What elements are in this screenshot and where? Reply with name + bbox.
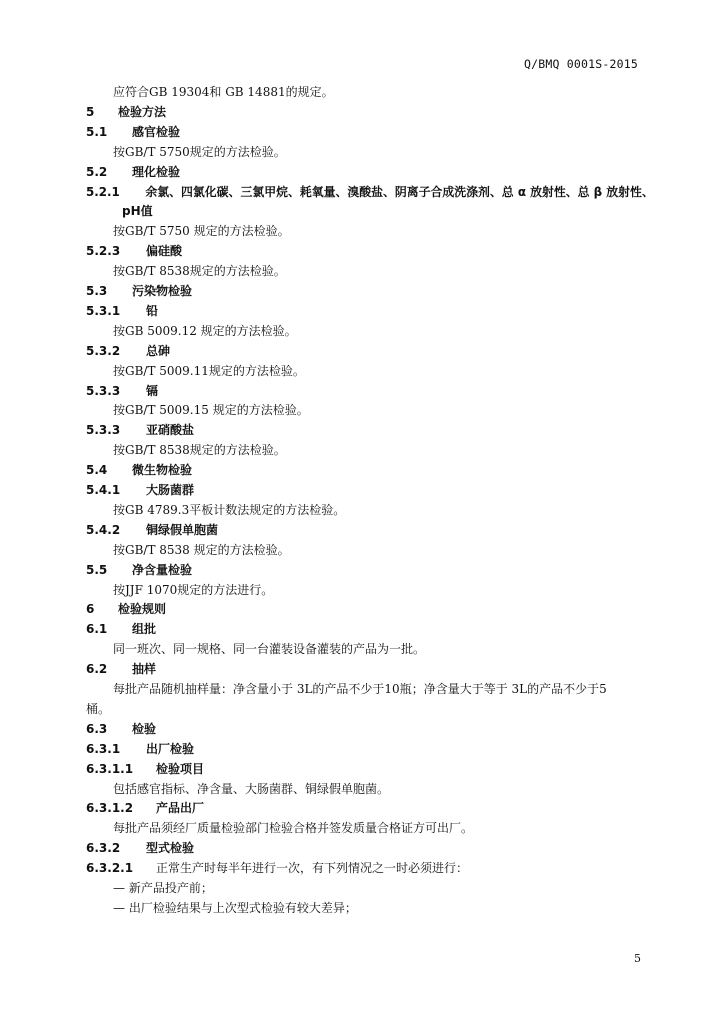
- section-number: 6.3.1.1: [86, 761, 134, 776]
- clause-text: 正常生产时每半年进行一次，有下列情况之一时必须进行：: [156, 861, 469, 876]
- section-heading: [86, 383, 158, 399]
- section-number: 6.3.2.1: [86, 861, 134, 876]
- section-heading: [86, 303, 158, 319]
- body-text: 按JJF 1070规定的方法进行。: [113, 582, 274, 597]
- section-title-continuation: pH值: [122, 204, 153, 219]
- section-number: 6.3.1: [86, 741, 121, 756]
- body-text: 包括感官指标、净含量、大肠菌群、铜绿假单胞菌。: [113, 781, 390, 796]
- section-title: 抽样: [132, 662, 157, 677]
- section-heading: [86, 840, 194, 856]
- section-number: 6.2: [86, 662, 108, 677]
- section-number: 5: [86, 104, 95, 119]
- section-heading: [86, 661, 156, 677]
- section-number: 5.2.3: [86, 244, 121, 259]
- section-heading: [86, 343, 170, 359]
- section-number: 5.1: [86, 124, 108, 139]
- section-heading: [86, 104, 166, 120]
- section-title: 检验: [132, 721, 157, 736]
- section-title: 检验项目: [156, 761, 205, 776]
- section-number: 5.3: [86, 284, 108, 298]
- section-title: 微生物检验: [132, 463, 193, 478]
- section-number: 5.2: [86, 164, 108, 179]
- section-heading: [86, 283, 192, 299]
- section-number: 5.3.3: [86, 383, 121, 398]
- section-heading: [86, 184, 654, 200]
- section-number: 6.3.2: [86, 841, 121, 856]
- section-heading: [86, 761, 204, 777]
- section-title: 亚硝酸盐: [146, 423, 195, 438]
- body-text: 按GB/T 5750 规定的方法检验。: [113, 224, 290, 239]
- section-heading: [86, 800, 204, 816]
- section-number: 6: [86, 602, 95, 617]
- section-heading: [86, 482, 194, 498]
- body-text: 按GB/T 5009.15 规定的方法检验。: [113, 403, 309, 418]
- body-text: 按GB 4789.3平板计数法规定的方法检验。: [113, 502, 346, 517]
- section-heading: [86, 562, 192, 578]
- section-title: 大肠菌群: [146, 483, 195, 497]
- section-heading: [86, 164, 180, 180]
- section-number: 6.1: [86, 622, 108, 637]
- section-heading: [86, 621, 156, 637]
- body-text: 每批产品随机抽样量：净含量小于 3L的产品不少于10瓶；净含量大于等于 3L的产品不少于5: [113, 682, 607, 696]
- section-title: 理化检验: [132, 164, 181, 179]
- section-number: 5.3.3: [86, 423, 121, 438]
- section-title: 检验规则: [118, 602, 167, 617]
- section-title: 铅: [146, 303, 159, 318]
- body-text: 按GB/T 8538规定的方法检验。: [113, 443, 286, 458]
- section-title: 铜绿假单胞菌: [146, 522, 219, 537]
- section-title: 余氯、四氯化碳、三氯甲烷、耗氧量、溴酸盐、阴离子合成洗涤剂、总 α 放射性、总 β 放射性、: [145, 184, 654, 199]
- body-text: — 出厂检验结果与上次型式检验有较大差异；: [113, 900, 357, 915]
- section-number: 6.3.1.2: [86, 801, 134, 816]
- section-heading: [86, 124, 180, 140]
- section-heading: [86, 741, 194, 757]
- section-heading: [86, 721, 156, 737]
- section-heading: [86, 462, 192, 478]
- section-heading: [86, 243, 182, 259]
- section-title: 总砷: [146, 343, 171, 358]
- body-text: 按GB/T 8538 规定的方法检验。: [113, 542, 290, 557]
- body-text: 按GB 5009.12 规定的方法检验。: [113, 323, 297, 338]
- body-text: — 新产品投产前；: [113, 881, 213, 895]
- section-number: 5.3.2: [86, 343, 121, 358]
- section-title: 感官检验: [132, 124, 181, 139]
- section-number: 5.2.1: [86, 184, 120, 199]
- section-number: 5.4.2: [86, 522, 121, 537]
- section-title: 组批: [132, 622, 157, 637]
- body-text: 按GB/T 8538规定的方法检验。: [113, 264, 286, 279]
- page-number: 5: [634, 952, 641, 965]
- body-text: 每批产品须经厂质量检验部门检验合格并签发质量合格证方可出厂。: [113, 821, 474, 836]
- section-heading: [86, 422, 194, 438]
- body-text-continuation: 桶。: [86, 701, 111, 716]
- section-title: 净含量检验: [132, 562, 193, 577]
- section-number: 5.4.1: [86, 483, 121, 497]
- section-title: 镉: [146, 383, 159, 398]
- section-title: 出厂检验: [146, 741, 195, 756]
- body-text: 按GB/T 5009.11规定的方法检验。: [113, 363, 305, 378]
- body-text: 同一班次、同一规格、同一台灌装设备灌装的产品为一批。: [113, 642, 426, 657]
- section-title: 污染物检验: [132, 284, 193, 298]
- section-title: 检验方法: [118, 104, 167, 119]
- section-heading: [86, 522, 218, 538]
- body-text: 按GB/T 5750规定的方法检验。: [113, 144, 286, 159]
- section-number: 5.4: [86, 463, 108, 478]
- section-heading: [86, 601, 166, 617]
- document-id: Q/BMQ 0001S-2015: [524, 57, 638, 71]
- section-title: 产品出厂: [156, 801, 205, 816]
- section-number: 5.3.1: [86, 303, 121, 318]
- section-title: 偏硅酸: [146, 244, 183, 259]
- section-number: 5.5: [86, 562, 108, 577]
- section-heading: [86, 860, 468, 876]
- section-title: 型式检验: [146, 841, 195, 856]
- section-number: 6.3: [86, 721, 108, 736]
- body-text: 应符合GB 19304和 GB 14881的规定。: [113, 85, 334, 99]
